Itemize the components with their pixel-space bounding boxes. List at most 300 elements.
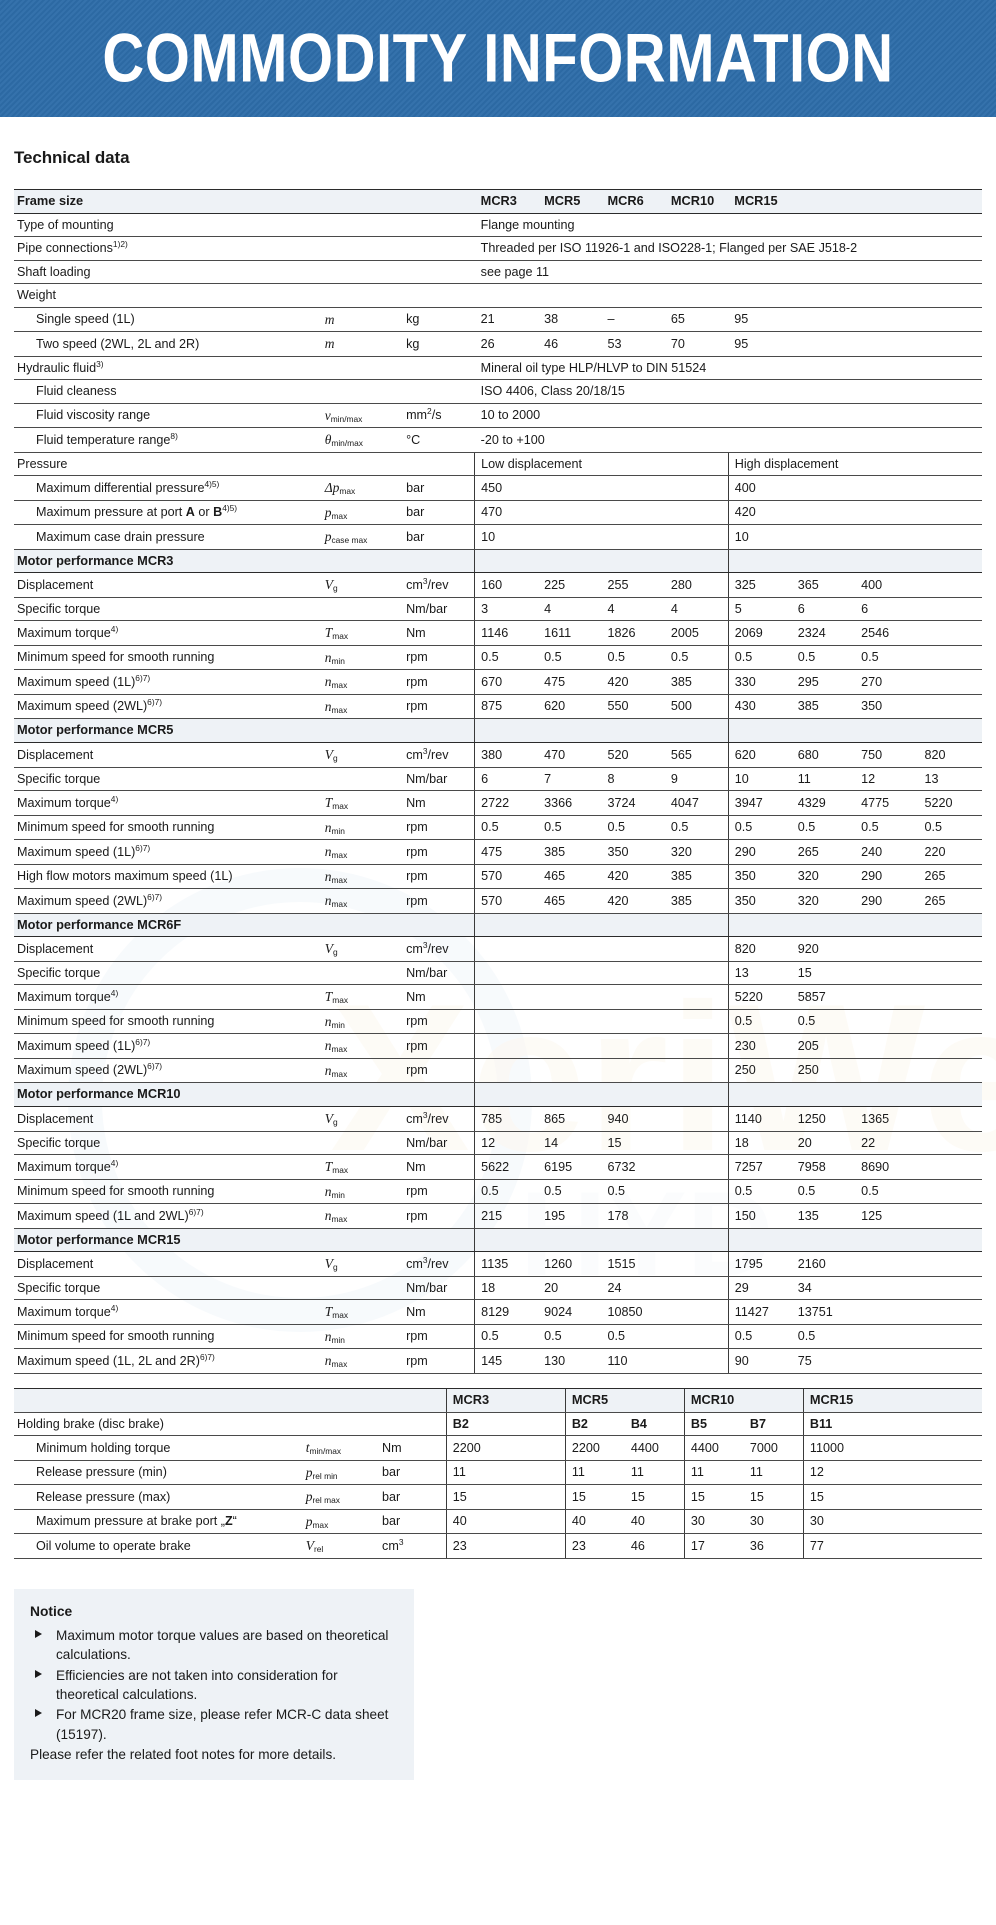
row-value-low — [665, 1034, 728, 1059]
row-label: Maximum torque$^{4)}$ — [14, 621, 323, 646]
row-value-low — [475, 985, 538, 1010]
row-value-high: 330 — [728, 670, 791, 695]
row-value-high — [855, 1058, 918, 1083]
brake-variant: B5 — [684, 1412, 744, 1435]
row-value-high: 5857 — [792, 985, 855, 1010]
row-value-high — [919, 961, 983, 984]
row-value-high: 20 — [792, 1131, 855, 1154]
row-value-high: 290 — [728, 840, 791, 865]
pressure-col-high: High displacement — [728, 452, 982, 475]
row-value-low — [665, 961, 728, 984]
row-value-high: 365 — [792, 573, 855, 598]
row-span-text — [475, 284, 982, 307]
row-symbol — [323, 1276, 404, 1299]
row-value: 17 — [684, 1534, 744, 1559]
row-value-high: 620 — [728, 743, 791, 768]
row-value-high — [919, 937, 983, 962]
notice-box — [14, 1589, 414, 1781]
row-value-high — [855, 1252, 918, 1277]
row-value: 11 — [684, 1460, 744, 1485]
row-value-low: 465 — [538, 864, 601, 889]
row-unit — [404, 380, 475, 403]
row-value-low — [538, 1058, 601, 1083]
row-value-low — [601, 937, 664, 962]
motor-section-header — [14, 549, 982, 573]
row-value-high: 430 — [728, 694, 791, 719]
row-value-low — [665, 1009, 728, 1034]
row-symbol — [323, 961, 404, 984]
brake-title: Holding brake (disc brake) — [14, 1412, 304, 1435]
row-value: 40 — [565, 1509, 625, 1534]
row-value: 2200 — [446, 1436, 565, 1461]
row-value-high — [919, 621, 983, 646]
row-unit: bar — [380, 1485, 446, 1510]
row-symbol: $n_{max}$ — [323, 1349, 404, 1374]
row-label: Maximum torque$^{4)}$ — [14, 791, 323, 816]
row-label: Minimum speed for smooth running — [14, 1324, 323, 1349]
motor-section-title: Motor performance MCR6F — [14, 913, 323, 937]
row-value-low: 620 — [538, 694, 601, 719]
brake-frame-MCR15: MCR15 — [803, 1388, 982, 1412]
row-value-high: 1365 — [855, 1107, 918, 1132]
row-symbol — [323, 356, 404, 379]
row-span-text: 10 to 2000 — [475, 403, 982, 428]
table-row — [14, 961, 982, 984]
row-value-low: 785 — [475, 1107, 538, 1132]
motor-section-title: Motor performance MCR3 — [14, 549, 323, 573]
row-value-low — [538, 1034, 601, 1059]
row-unit: $mm^2/s$ — [404, 403, 475, 428]
row-value-low — [665, 1252, 728, 1277]
row-value: 11 — [744, 1460, 804, 1485]
row-value-high — [919, 1131, 983, 1154]
row-value: 12 — [803, 1460, 982, 1485]
brake-variant: B11 — [803, 1412, 982, 1435]
row-value-high: 5220 — [919, 791, 983, 816]
row-unit: Nm — [404, 1300, 475, 1325]
table-row — [14, 332, 982, 357]
notice-bullet: For MCR20 frame size, please refer MCR-C data sheet (15197). — [30, 1705, 398, 1744]
row-unit — [404, 260, 475, 283]
table-header-row — [14, 190, 982, 214]
row-label: Maximum speed (1L and 2WL)$^{6)7)}$ — [14, 1204, 323, 1229]
row-value-high: 205 — [792, 1034, 855, 1059]
row-value-low: 145 — [475, 1349, 538, 1374]
row-value-high — [855, 1034, 918, 1059]
row-unit: Nm/bar — [404, 1276, 475, 1299]
row-symbol — [323, 767, 404, 790]
row-value-low: 5622 — [475, 1155, 538, 1180]
row-value: 4400 — [625, 1436, 685, 1461]
row-value-low: 195 — [538, 1204, 601, 1229]
table-row — [14, 645, 982, 670]
row-value-high: 250 — [728, 1058, 791, 1083]
row-value: 36 — [744, 1534, 804, 1559]
row-value-low: 350 — [601, 840, 664, 865]
table-row — [14, 1131, 982, 1154]
row-value-high: 820 — [728, 937, 791, 962]
row-value-high — [919, 1252, 983, 1277]
row-value-high: 5220 — [728, 985, 791, 1010]
table-row — [14, 1324, 982, 1349]
row-unit: Nm — [404, 985, 475, 1010]
triangle-bullet-icon — [35, 1709, 42, 1717]
row-symbol: $T_{max}$ — [323, 985, 404, 1010]
row-value-low — [601, 1034, 664, 1059]
row-value: 11 — [565, 1460, 625, 1485]
row-symbol: $V_g$ — [323, 1252, 404, 1277]
row-value-high: 6 — [855, 597, 918, 620]
row-unit: rpm — [404, 889, 475, 914]
row-value-high: 400 — [855, 573, 918, 598]
row-unit: Nm — [404, 791, 475, 816]
row-value-low — [475, 1009, 538, 1034]
row-value-low: 570 — [475, 864, 538, 889]
pressure-header-row — [14, 452, 982, 475]
row-value-low: 385 — [538, 840, 601, 865]
row-unit: rpm — [404, 1009, 475, 1034]
row-value-high — [855, 1349, 918, 1374]
row-value-high: 13751 — [792, 1300, 855, 1325]
row-label: Specific torque — [14, 1131, 323, 1154]
row-value: 15 — [446, 1485, 565, 1510]
row-value-low: 470 — [538, 743, 601, 768]
header-frame-MCR10: MCR10 — [665, 190, 728, 214]
row-value-low: 6 — [475, 767, 538, 790]
row-value-low: 0.5 — [538, 1324, 601, 1349]
row-value-high — [919, 1324, 983, 1349]
row-span-text: Mineral oil type HLP/HLVP to DIN 51524 — [475, 356, 982, 379]
row-symbol: $v_{min/max}$ — [323, 403, 404, 428]
row-symbol: $T_{max}$ — [323, 1300, 404, 1325]
row-value-low: 2005 — [665, 621, 728, 646]
row-value-low — [665, 1179, 728, 1204]
row-value-low — [665, 1349, 728, 1374]
row-value-high: 2160 — [792, 1252, 855, 1277]
row-label: Specific torque — [14, 597, 323, 620]
row-value-low — [538, 1009, 601, 1034]
row-value: 11000 — [803, 1436, 982, 1461]
row-value-high: 150 — [728, 1204, 791, 1229]
row-value-low: 8 — [601, 767, 664, 790]
row-unit: rpm — [404, 864, 475, 889]
row-symbol — [323, 284, 404, 307]
row-value-high: 15 — [792, 961, 855, 984]
row-value-high: 1140 — [728, 1107, 791, 1132]
row-label: Specific torque — [14, 767, 323, 790]
row-value: 40 — [446, 1509, 565, 1534]
row-value-high: 0.5 — [792, 1179, 855, 1204]
row-value-high: 6 — [792, 597, 855, 620]
row-value-low: 0.5 — [475, 1179, 538, 1204]
row-symbol: $n_{min}$ — [323, 645, 404, 670]
row-label: Maximum case drain pressure — [14, 525, 323, 550]
row-value-low: 500 — [665, 694, 728, 719]
row-symbol — [323, 597, 404, 620]
row-value-high: 2546 — [855, 621, 918, 646]
row-value-low: 470 — [475, 500, 729, 525]
row-label: Specific torque — [14, 961, 323, 984]
row-value-low — [665, 1131, 728, 1154]
brake-frame-MCR5: MCR5 — [565, 1388, 684, 1412]
row-value: 23 — [565, 1534, 625, 1559]
row-unit: rpm — [404, 1204, 475, 1229]
triangle-bullet-icon — [35, 1630, 42, 1638]
table-row — [14, 260, 982, 283]
row-value-low — [538, 937, 601, 962]
row-value-low — [601, 1009, 664, 1034]
row-value-low: 14 — [538, 1131, 601, 1154]
row-symbol: $V_g$ — [323, 1107, 404, 1132]
table-row — [14, 1058, 982, 1083]
row-value-high — [855, 1300, 918, 1325]
row-value-high — [919, 985, 983, 1010]
row-value-high: 0.5 — [855, 815, 918, 840]
row-value-high — [919, 1009, 983, 1034]
table-row — [14, 1179, 982, 1204]
row-label: Minimum speed for smooth running — [14, 1179, 323, 1204]
row-value-high: 290 — [855, 864, 918, 889]
row-value: 11 — [625, 1460, 685, 1485]
row-label: Hydraulic fluid$^{3)}$ — [14, 356, 323, 379]
row-value-low — [665, 1058, 728, 1083]
row-value-low: 4 — [538, 597, 601, 620]
row-value-high — [919, 670, 983, 695]
row-value-low — [665, 1204, 728, 1229]
row-symbol: $p_{max}$ — [304, 1509, 380, 1534]
row-value-low: 9 — [665, 767, 728, 790]
row-value-high: 350 — [728, 889, 791, 914]
table-row — [14, 1460, 982, 1485]
row-value-high — [855, 985, 918, 1010]
row-value-low — [665, 1276, 728, 1299]
row-symbol: m — [323, 332, 404, 357]
row-label: Release pressure (min) — [14, 1460, 304, 1485]
row-value-high: 0.5 — [792, 815, 855, 840]
row-value-high: 0.5 — [855, 645, 918, 670]
table-row — [14, 889, 982, 914]
row-value: 38 — [538, 307, 601, 332]
row-span-text: see page 11 — [475, 260, 982, 283]
row-value-low: 385 — [665, 889, 728, 914]
row-label: Minimum speed for smooth running — [14, 1009, 323, 1034]
row-value-high: 350 — [728, 864, 791, 889]
row-value-high: 7958 — [792, 1155, 855, 1180]
row-value-low: 0.5 — [601, 815, 664, 840]
row-unit: $cm^3$/rev — [404, 1252, 475, 1277]
row-value: 23 — [446, 1534, 565, 1559]
row-value-high: 0.5 — [792, 1009, 855, 1034]
row-value: 11 — [446, 1460, 565, 1485]
pressure-title: Pressure — [14, 452, 323, 475]
row-unit — [404, 284, 475, 307]
row-value-low: 4047 — [665, 791, 728, 816]
table-row — [14, 1155, 982, 1180]
row-value-low: 6732 — [601, 1155, 664, 1180]
notice-bullet: Efficiencies are not taken into consideration for theoretical calculations. — [30, 1666, 398, 1705]
row-symbol — [323, 380, 404, 403]
row-symbol — [323, 213, 404, 236]
row-value-low: 465 — [538, 889, 601, 914]
table-row — [14, 670, 982, 695]
row-label: Fluid viscosity range — [14, 403, 323, 428]
row-value-low: 1260 — [538, 1252, 601, 1277]
row-value-low: 215 — [475, 1204, 538, 1229]
row-symbol: $n_{max}$ — [323, 1034, 404, 1059]
table-row — [14, 937, 982, 962]
row-value-low: 1515 — [601, 1252, 664, 1277]
table-row — [14, 840, 982, 865]
notice-bullet: Maximum motor torque values are based on theoretical calculations. — [30, 1626, 398, 1665]
row-value-low — [665, 1107, 728, 1132]
table-row — [14, 403, 982, 428]
row-value-high: 920 — [792, 937, 855, 962]
row-value-low: 0.5 — [601, 645, 664, 670]
row-value-high — [919, 1179, 983, 1204]
row-value: 15 — [684, 1485, 744, 1510]
table-row — [14, 1509, 982, 1534]
table-row — [14, 791, 982, 816]
row-value-high: 320 — [792, 864, 855, 889]
notice-footer: Please refer the related foot notes for more details. — [30, 1746, 337, 1762]
row-symbol: $n_{max}$ — [323, 670, 404, 695]
row-value-low: 280 — [665, 573, 728, 598]
row-value: 15 — [744, 1485, 804, 1510]
table-row — [14, 767, 982, 790]
row-value-high: 3947 — [728, 791, 791, 816]
header-frame-MCR6: MCR6 — [601, 190, 664, 214]
table-row — [14, 380, 982, 403]
row-symbol: $n_{max}$ — [323, 889, 404, 914]
row-value-low: 0.5 — [538, 1179, 601, 1204]
row-value: 15 — [803, 1485, 982, 1510]
row-unit: Nm/bar — [404, 597, 475, 620]
table-row — [14, 1009, 982, 1034]
row-label: Displacement — [14, 573, 323, 598]
row-symbol: $n_{max}$ — [323, 1058, 404, 1083]
row-unit: $cm^3$/rev — [404, 1107, 475, 1132]
row-value-high: 11 — [792, 767, 855, 790]
row-symbol — [323, 1131, 404, 1154]
notice-title: Notice — [30, 1603, 73, 1619]
row-value-low: 0.5 — [475, 645, 538, 670]
row-value-high — [919, 1107, 983, 1132]
row-value-high — [855, 1276, 918, 1299]
motor-section-title: Motor performance MCR15 — [14, 1228, 323, 1252]
table-row — [14, 1485, 982, 1510]
row-unit: rpm — [404, 1034, 475, 1059]
row-value-low — [665, 1300, 728, 1325]
row-span-text: -20 to +100 — [475, 428, 982, 453]
table-row — [14, 573, 982, 598]
table-row — [14, 1436, 982, 1461]
row-symbol: $n_{max}$ — [323, 840, 404, 865]
row-value-high — [919, 694, 983, 719]
row-unit: bar — [404, 476, 475, 501]
row-value-low: 940 — [601, 1107, 664, 1132]
row-value-high: 265 — [919, 864, 983, 889]
row-value-low: 385 — [665, 864, 728, 889]
row-value-low: 8129 — [475, 1300, 538, 1325]
row-label: Single speed (1L) — [14, 307, 323, 332]
row-value-low: 2722 — [475, 791, 538, 816]
table-row — [14, 525, 982, 550]
row-value-high: 420 — [728, 500, 982, 525]
row-value-high — [919, 573, 983, 598]
row-value-low — [475, 1034, 538, 1059]
page-banner — [0, 0, 996, 117]
row-value-low: 20 — [538, 1276, 601, 1299]
row-value-high: 2069 — [728, 621, 791, 646]
row-value: 65 — [665, 307, 728, 332]
table-row — [14, 307, 982, 332]
row-symbol: $T_{max}$ — [323, 1155, 404, 1180]
row-symbol: $V_g$ — [323, 573, 404, 598]
row-value-low: 130 — [538, 1349, 601, 1374]
banner-title: COMMODITY INFORMATION — [102, 20, 894, 97]
row-symbol — [323, 237, 404, 260]
row-value-low: 178 — [601, 1204, 664, 1229]
row-label: Oil volume to operate brake — [14, 1534, 304, 1559]
row-value-low: 0.5 — [538, 645, 601, 670]
brake-header-row — [14, 1388, 982, 1412]
row-value-high: 265 — [792, 840, 855, 865]
row-unit: bar — [404, 500, 475, 525]
table-row — [14, 815, 982, 840]
row-value: 53 — [601, 332, 664, 357]
row-symbol: $V_g$ — [323, 743, 404, 768]
row-value-low: 550 — [601, 694, 664, 719]
table-row — [14, 694, 982, 719]
row-value-low: 380 — [475, 743, 538, 768]
row-unit: rpm — [404, 815, 475, 840]
row-value-high — [919, 597, 983, 620]
brake-frame-MCR10: MCR10 — [684, 1388, 803, 1412]
row-value-high: 34 — [792, 1276, 855, 1299]
table-row — [14, 1300, 982, 1325]
table-row — [14, 743, 982, 768]
row-value-low: 420 — [601, 864, 664, 889]
row-label: Maximum torque$^{4)}$ — [14, 1300, 323, 1325]
row-value-high: 75 — [792, 1349, 855, 1374]
row-value-low — [601, 1058, 664, 1083]
row-unit — [404, 237, 475, 260]
header-frame-size: Frame size — [14, 190, 323, 214]
row-value-high: 1250 — [792, 1107, 855, 1132]
row-value-high: 220 — [919, 840, 983, 865]
row-symbol: $n_{max}$ — [323, 864, 404, 889]
row-value-high: 0.5 — [792, 1324, 855, 1349]
row-value-high: 320 — [792, 889, 855, 914]
row-value-low — [665, 1324, 728, 1349]
row-value-low: 10850 — [601, 1300, 664, 1325]
holding-brake-table — [14, 1388, 982, 1559]
row-label: Maximum pressure at port A or $B^{4)5)}$ — [14, 500, 323, 525]
row-value-high: 400 — [728, 476, 982, 501]
row-value-low: 385 — [665, 670, 728, 695]
row-value-low: 520 — [601, 743, 664, 768]
table-row — [14, 284, 982, 307]
row-value-low: 225 — [538, 573, 601, 598]
row-label: Maximum speed $(2WL)^{6)7)}$ — [14, 694, 323, 719]
row-value-low: 0.5 — [601, 1324, 664, 1349]
row-unit: Nm — [404, 621, 475, 646]
row-value-low: 4 — [665, 597, 728, 620]
row-value-high: 250 — [792, 1058, 855, 1083]
row-value-low: 0.5 — [665, 645, 728, 670]
row-value-high — [919, 1349, 983, 1374]
row-value-high: 0.5 — [728, 1009, 791, 1034]
